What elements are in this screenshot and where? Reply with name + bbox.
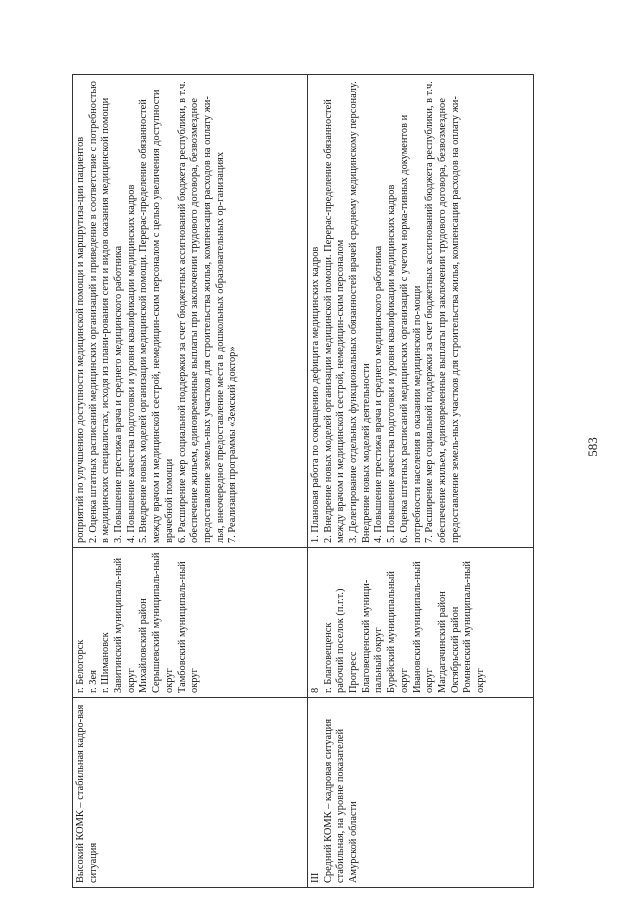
measures-cell — [308, 75, 534, 548]
table-row — [308, 75, 534, 888]
measure-item: 5. Повышение качества подготовки и уровня квалификации медицинских кадров — [386, 184, 398, 543]
measure-item: 2. Внедрение новых моделей организации медицинской помощи. Перерас-пределение обязанностей между врачом и медицинской сестрой, немедицин-ским персоналом — [322, 99, 347, 543]
measure-item: 4. Повышение качества подготовки и уровня квалификации медицинских кадров — [125, 184, 137, 543]
territory-item: г. Шимановск — [100, 632, 112, 693]
staffing-table — [72, 74, 534, 888]
territory-item: г. Благовещенск — [322, 622, 334, 693]
measures-cell — [73, 75, 308, 548]
territory-item: Ивановский муниципаль-ный округ — [411, 561, 436, 693]
territory-item: Бурейский муниципальный округ — [386, 571, 410, 693]
territory-item: Завитинский муниципаль-ный округ — [113, 557, 137, 693]
group-title: Средний КОМК – кадровая ситуация стабильная, на уровне показателей Амурской области — [322, 719, 360, 883]
measure-item: 6. Расширение мер социальной поддержки за счет бюджетных ассигнований бюджета республики, в т.ч. обеспечение жильем, единовременные выплаты при заключении трудового договора, безвозмездное предоставление земель-ных участков для строительства жилья, компенсация расходов на оплату жи-лья, внеочередное предоставление места в дошкольных образовательных ор-ганизациях — [176, 81, 226, 543]
measure-item: 2. Оценка штатных расписаний медицинских организаций и приведение в соответствие с потребностью в медицинских специалистах, исходя из плани-рования сети и видов оказания медицинской помощи — [87, 81, 112, 543]
measure-item: 5. Внедрение новых моделей организации медицинской помощи. Перерас-пределение обязанностей между врачом и медицинской сестрой, немедицин-ским персоналом с целью увеличения доступности врачебной помощи — [138, 89, 175, 543]
measure-item: 3. Делегирование отдельных функциональных обязанностей врачей среднему медицинскому персоналу. Внедрение новых моделей деятельности — [348, 81, 372, 543]
group-cell — [73, 698, 308, 888]
territory-item: Михайловский район — [138, 598, 150, 693]
page-number: 583 — [585, 437, 600, 457]
group-title: Высокий КОМК – стабильная кадро-вая ситуация — [75, 704, 99, 883]
territory-count: 8 — [310, 687, 321, 693]
table-row — [73, 75, 308, 888]
territory-item: Тамбовский муниципаль-ный округ — [176, 561, 201, 693]
territories-cell — [308, 548, 534, 698]
territory-item: рабочий поселок (п.г.т.) Прогресс — [335, 588, 360, 693]
territory-item: Октябрьский район — [449, 606, 461, 693]
measure-item: 3. Повышение престижа врача и среднего медицинского работника — [113, 245, 125, 543]
measure-item: роприятий по улучшению доступности медицинской помощи и маршрутиза-ции пациентов — [75, 136, 86, 543]
group-label: III — [310, 872, 321, 883]
table-body — [73, 75, 534, 888]
measure-item: 6. Оценка штатных расписаний медицинских организаций с учетом норма-тивных документов и потребности населения в оказании медицинской по-мощи — [398, 114, 423, 543]
territory-item: Ромненский муниципаль-ный округ — [462, 561, 486, 693]
territory-item: Благовещенский муници-пальный округ — [360, 579, 385, 693]
measure-item: 1. Плановая работа по сокращению дефицита медицинских кадров — [310, 246, 321, 543]
territory-item: Серышевский муниципаль-ный округ — [151, 552, 175, 693]
measure-item: 7. Расширение мер социальной поддержки за счет бюджетных ассигнований бюджета республики, в т.ч. обеспечение жильем, единовременные выплаты при заключении трудового договора, безвозмездное предоставление земель-ных участков для строительства жилья, компенсация расходов на оплату жи- — [424, 81, 461, 543]
territories-cell — [73, 548, 308, 698]
territory-item: г. Зея — [87, 670, 99, 693]
measure-item: 7. Реализация программы «Земский доктор» — [227, 346, 239, 543]
territory-item: г. Белогорск — [75, 639, 86, 693]
group-cell — [308, 698, 534, 888]
measure-item: 4. Повышение престижа врача и среднего медицинского работника — [373, 245, 385, 543]
territory-item: Магдагачинский район — [436, 591, 448, 693]
